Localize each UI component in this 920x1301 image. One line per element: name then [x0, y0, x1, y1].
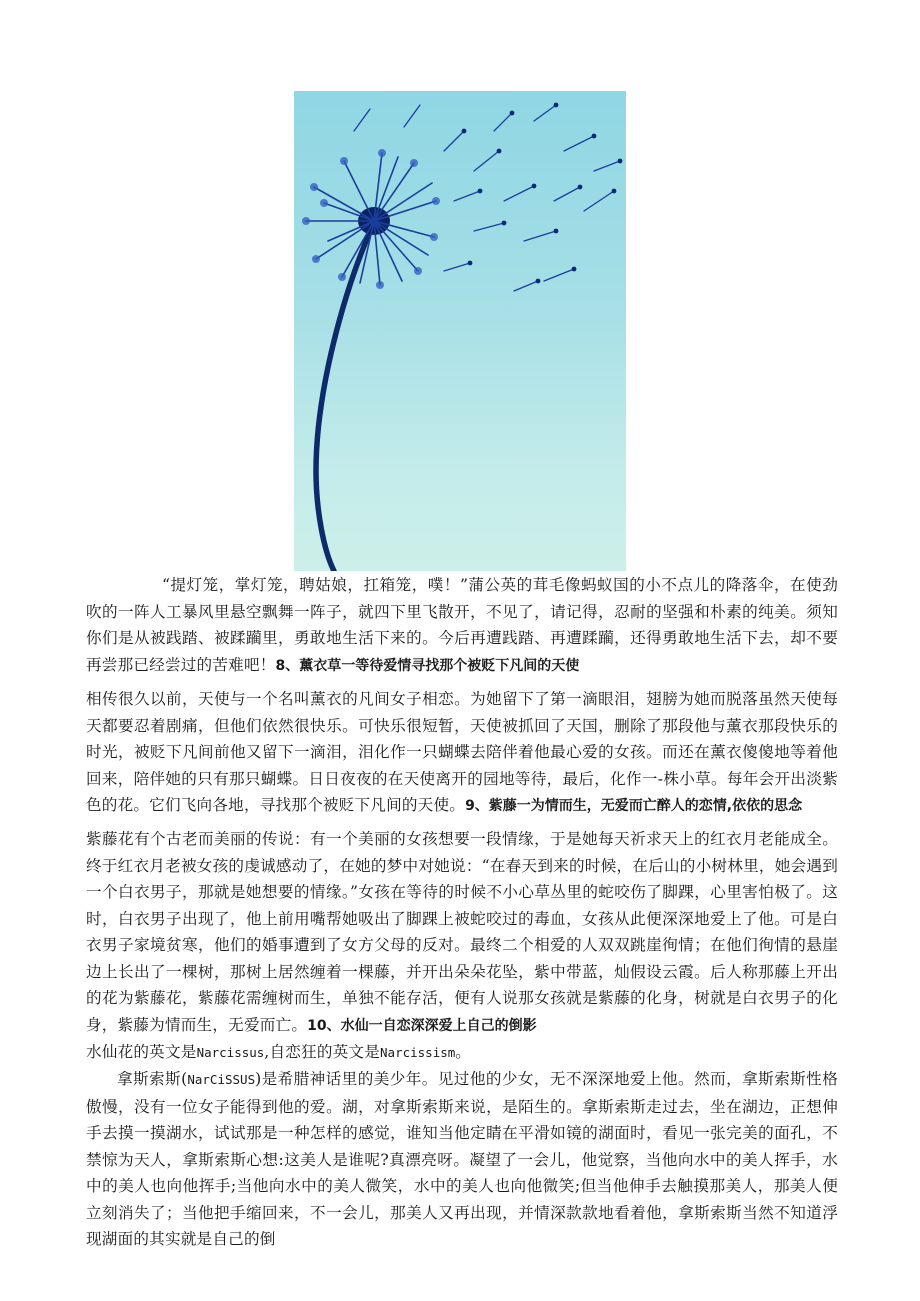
paragraph-narcissus-english	[86, 1039, 838, 1067]
text-fragment: )是希腊神话里的美少年。见过他的少女，无不深深地爱上他。然而，拿斯索斯性格傲慢，没有一位女子能得到他的爱。湖，对拿斯索斯来说，是陌生的。拿斯索斯走过去，坐在湖边，正想伸手去摸一摸湖水，试试那是一种怎样的感觉，谁知当他定睛在平滑如镜的湖面时，看见一张完美的面孔，不禁惊为天人，拿斯索斯心想:这美人是谁呢?真漂亮呀。凝望了一会儿，他觉察，当他向水中的美人挥手，水中的美人也向他挥手;当他向水中的美人微笑，水中的美人也向他微笑;但当他伸手去触摸那美人，那美人便立刻消失了；当他把手缩回来，不一会儿，那美人又再出现，并情深款款地看着他，拿斯索斯当然不知道浮现湖面的其实就是自己的倒	[86, 1070, 838, 1248]
section-heading-narcissus: 10、水仙一自恋深深爱上自己的倒影	[307, 1017, 537, 1034]
latin-word: Narcissus	[196, 1045, 265, 1060]
section-heading-lavender: 8、薰衣草一等待爱情寻找那个被贬下凡间的天使	[275, 657, 580, 674]
text-fragment: 拿斯索斯(	[117, 1070, 188, 1088]
latin-word: Narcissism	[380, 1045, 456, 1060]
dandelion-icon	[294, 91, 626, 571]
paragraph-dandelion	[86, 572, 838, 679]
paragraph-wisteria	[86, 826, 838, 1039]
text-fragment: 水仙花的英文是	[86, 1043, 197, 1061]
paragraph-lavender	[86, 686, 838, 820]
paragraph-text: “提灯笼，掌灯笼，聘姑娘，扛箱笼，噗！”蒲公英的茸毛像蚂蚁国的小不点儿的降落伞，在使劲吹的一阵人工暴风里悬空飘舞一阵子，就四下里飞散开，不见了，请记得，忍耐的坚强和朴素的纯美。须知你们是从被践踏、被蹂躏里，勇敢地生活下来的。今后再遭践踏、再遭蹂躏，还得勇敢地生活下去，却不要再尝那已经尝过的苦难吧！	[86, 576, 838, 674]
dandelion-illustration	[294, 91, 626, 571]
paragraph-text: 紫藤花有个古老而美丽的传说：有一个美丽的女孩想要一段情缘，于是她每天祈求天上的红衣月老能成全。终于红衣月老被女孩的虔诚感动了，在她的梦中对她说：“在春天到来的时候，在后山的小树林里，她会遇到一个白衣男子，那就是她想要的情缘。”女孩在等待的时候不小心草丛里的蛇咬伤了脚踝，心里害怕极了。这时，白衣男子出现了，他上前用嘴帮她吸出了脚踝上被蛇咬过的毒血，女孩从此便深深地爱上了他。可是白衣男子家境贫寒，他们的婚事遭到了女方父母的反对。最终二个相爱的人双双跳崖徇情；在他们徇情的悬崖边上长出了一棵树，那树上居然缠着一棵藤，并开出朵朵花坠，紫中带蓝，灿假设云霞。后人称那藤上开出的花为紫藤花，紫藤花需缠树而生，单独不能存活，便有人说那女孩就是紫藤的化身，树就是白衣男子的化身，紫藤为情而生，无爱而亡。	[86, 830, 838, 1034]
text-fragment: ,自恋狂的英文是	[264, 1043, 381, 1061]
text-fragment: 。	[455, 1043, 472, 1061]
latin-word: NarCiSSUS	[187, 1072, 256, 1087]
paragraph-text: 相传很久以前，天使与一个名叫薰衣的凡间女子相恋。为她留下了第一滴眼泪，翅膀为她而脱落虽然天使每天都要忍着剧痛，但他们依然很快乐。可快乐很短暂，天使被抓回了天国，删除了那段他与薰衣那段快乐的时光，被贬下凡间前他又留下一滴泪，泪化作一只蝴蝶去陪伴着他最心爱的女孩。而还在薰衣傻傻地等着他回来，陪伴她的只有那只蝴蝶。日日夜夜的在天使离开的园地等待，最后，化作一-株小草。每年会开出淡紫色的花。它们飞向各地，寻找那个被贬下凡间的天使。	[86, 690, 838, 814]
section-heading-wisteria: 9、紫藤一为情而生，无爱而亡醉人的恋情,依依的思念	[465, 798, 803, 814]
paragraph-narcissus-myth	[86, 1066, 838, 1253]
